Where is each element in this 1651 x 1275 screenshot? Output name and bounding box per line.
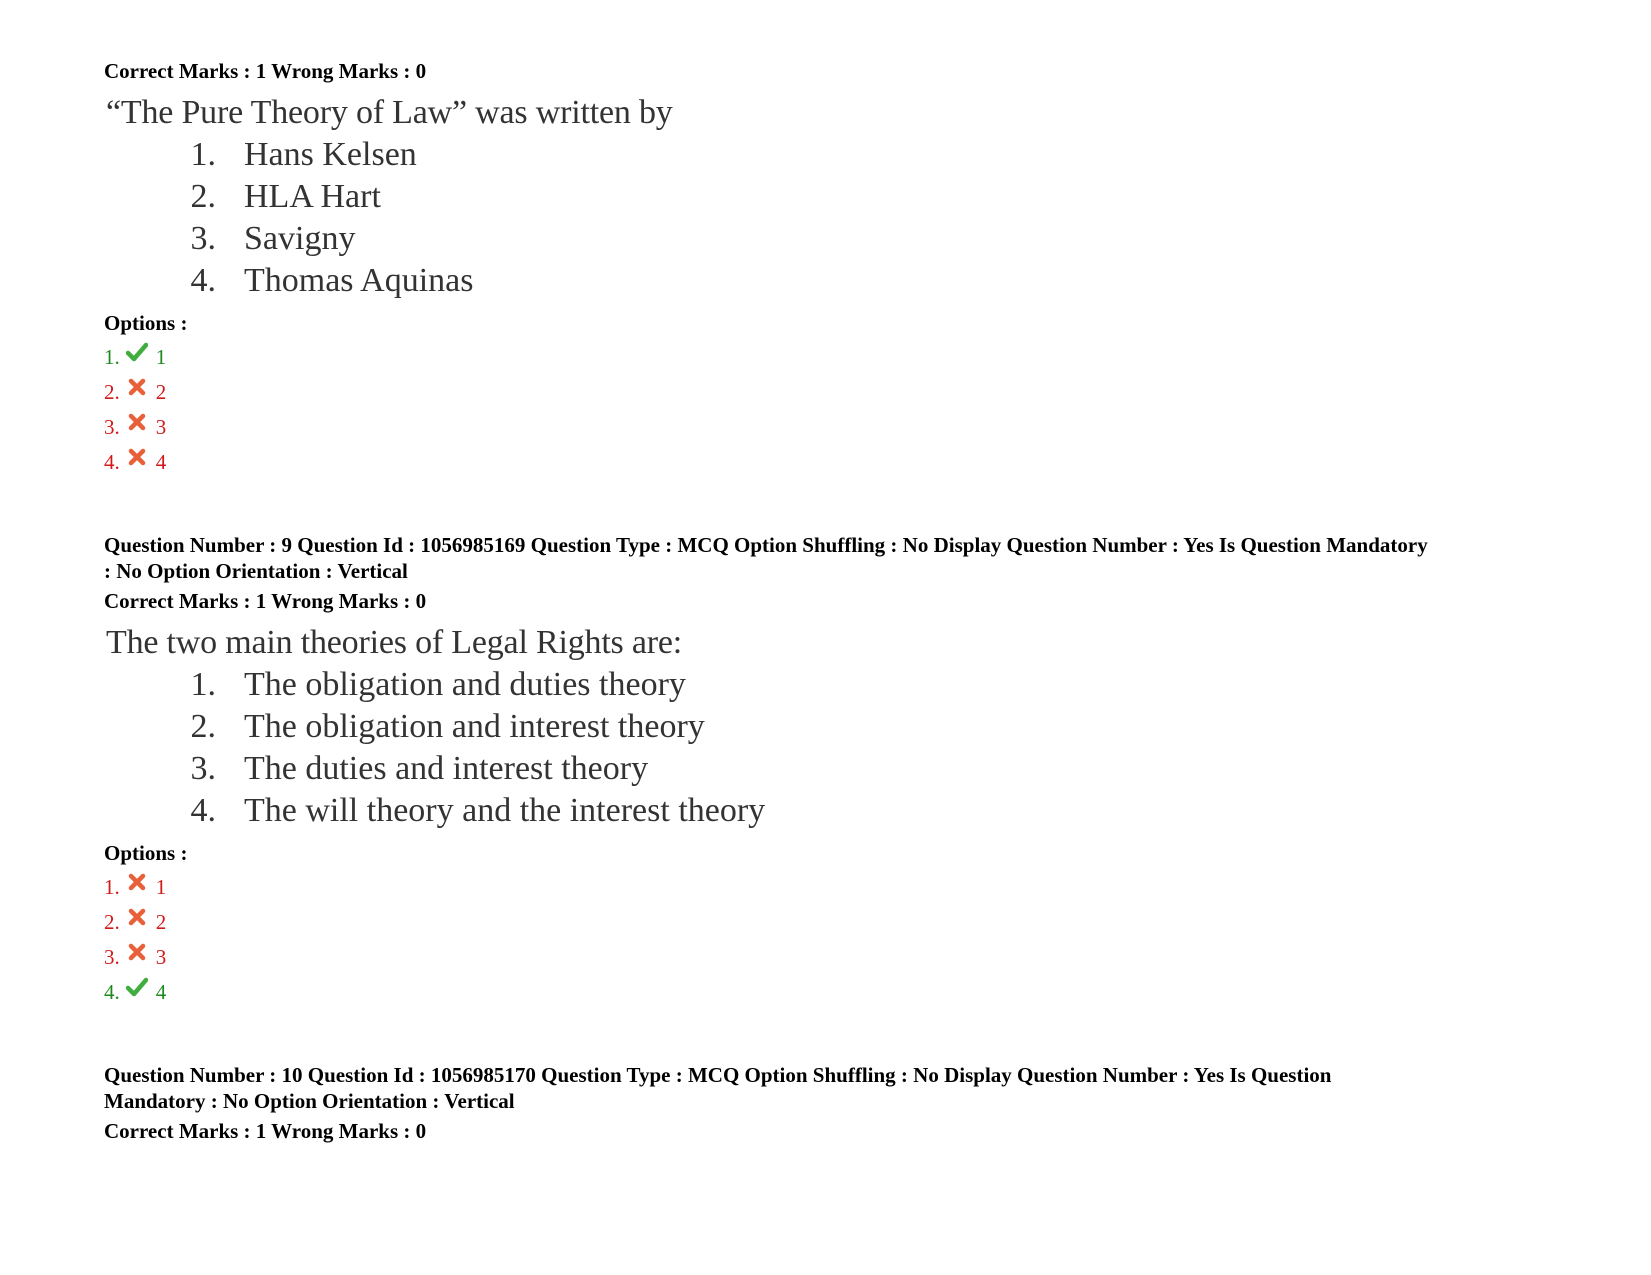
choice-number: 4. [190,262,216,299]
choice-text: The obligation and duties theory [244,666,686,703]
check-icon [126,976,148,998]
options-label: Options : [104,311,188,335]
choice-number: 3. [190,750,216,787]
choice-number: 4. [190,792,216,829]
question-8 [104,58,1604,480]
answer-number: 1. [104,345,120,369]
answer-number: 2. [104,910,120,934]
marks-line: Correct Marks : 1 Wrong Marks : 0 [104,589,427,613]
choice-item [106,134,1604,176]
answer-number: 1. [104,875,120,899]
choice-item [106,260,1604,302]
answer-value: 4 [155,450,167,474]
answer-option [104,445,1604,480]
answer-value: 1 [155,875,167,899]
choice-item [106,176,1604,218]
question-9 [104,532,1604,1010]
choice-number: 2. [190,178,216,215]
question-header: Question Number : 10 Question Id : 1056985170 Question Type : MCQ Option Shuffling : No Display Question Number : Yes Is Question [104,1063,1332,1087]
answer-value: 2 [155,380,167,404]
choice-item [106,218,1604,260]
choice-item [106,790,1604,832]
answer-option [104,410,1604,445]
answer-value: 3 [155,945,167,969]
answer-options [104,340,1604,480]
question-header-cont: : No Option Orientation : Vertical [104,559,408,583]
answer-option [104,940,1604,975]
cross-icon [126,376,148,398]
answer-option [104,975,1604,1010]
choice-item [106,706,1604,748]
choice-item [106,664,1604,706]
answer-number: 3. [104,415,120,439]
choice-number: 1. [190,136,216,173]
cross-icon [126,941,148,963]
answer-option [104,340,1604,375]
check-icon [126,341,148,363]
choice-text: Hans Kelsen [244,136,417,173]
question-10 [104,1062,1604,1144]
choice-number: 3. [190,220,216,257]
answer-value: 4 [155,980,167,1004]
answer-option [104,870,1604,905]
question-body [106,622,1604,832]
question-paper [104,58,1604,1144]
choice-number: 1. [190,666,216,703]
question-body [106,92,1604,302]
question-header: Question Number : 9 Question Id : 1056985169 Question Type : MCQ Option Shuffling : No Display Question Number : Yes Is Question Mandatory [104,533,1428,557]
question-choices [106,664,1604,832]
answer-value: 2 [155,910,167,934]
answer-value: 3 [155,415,167,439]
answer-number: 4. [104,980,120,1004]
choice-item [106,748,1604,790]
choice-text: Savigny [244,220,356,257]
cross-icon [126,871,148,893]
choice-text: Thomas Aquinas [244,262,474,299]
cross-icon [126,411,148,433]
answer-number: 4. [104,450,120,474]
answer-number: 3. [104,945,120,969]
choice-text: The duties and interest theory [244,750,649,787]
answer-number: 2. [104,380,120,404]
marks-line: Correct Marks : 1 Wrong Marks : 0 [104,59,427,83]
answer-options [104,870,1604,1010]
marks-line: Correct Marks : 1 Wrong Marks : 0 [104,1119,427,1143]
choice-text: HLA Hart [244,178,381,215]
cross-icon [126,446,148,468]
question-text: The two main theories of Legal Rights are: [106,624,683,661]
answer-option [104,375,1604,410]
options-label: Options : [104,841,188,865]
question-header-cont: Mandatory : No Option Orientation : Vertical [104,1089,515,1113]
choice-text: The obligation and interest theory [244,708,705,745]
answer-value: 1 [155,345,167,369]
cross-icon [126,906,148,928]
question-text: “The Pure Theory of Law” was written by [106,94,673,131]
answer-option [104,905,1604,940]
choice-text: The will theory and the interest theory [244,792,766,829]
choice-number: 2. [190,708,216,745]
question-choices [106,134,1604,302]
